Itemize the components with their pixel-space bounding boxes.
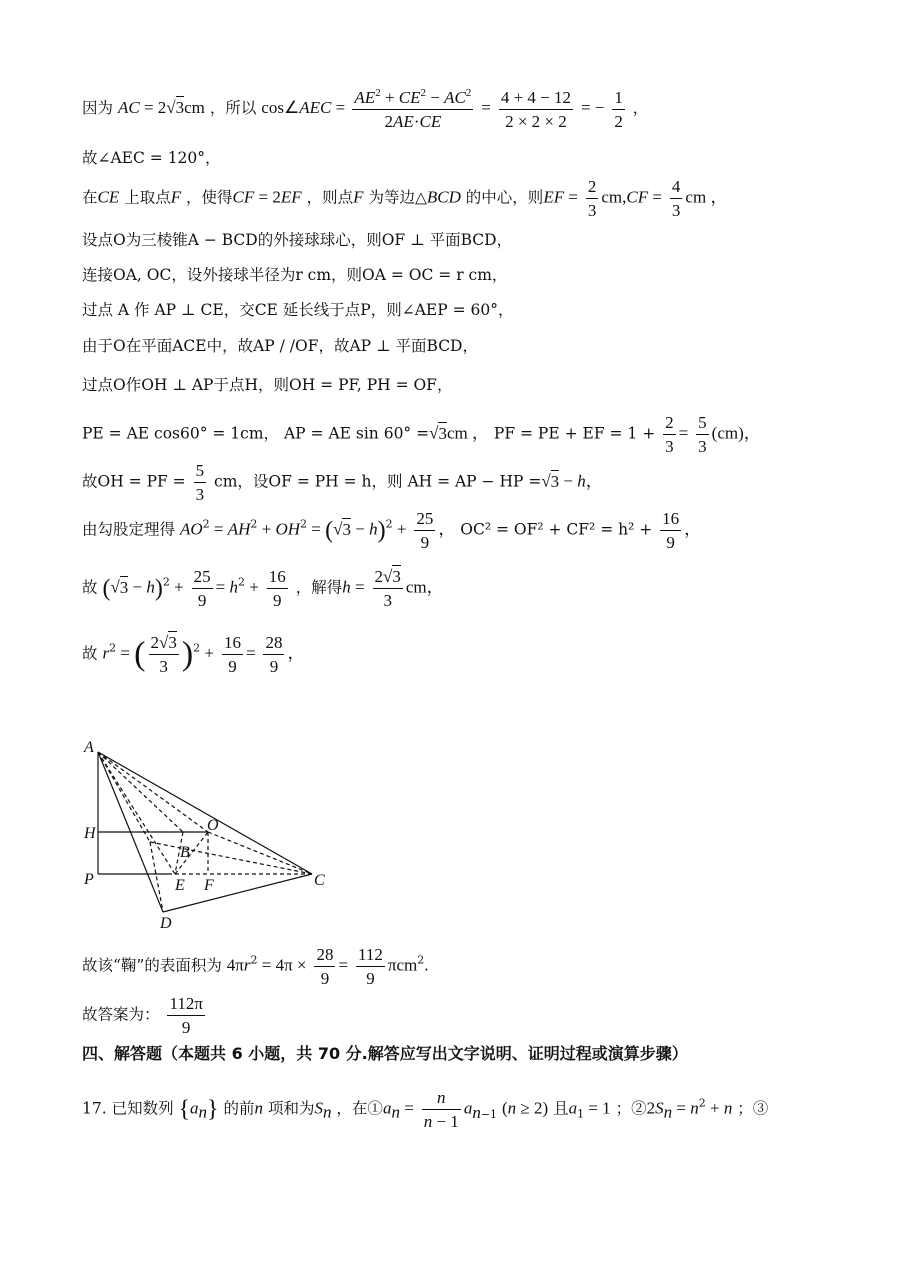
fraction: $\frac{AE^2 + CE^2 - AC^2}{2AE\cdot CE}$ (354, 87, 472, 131)
line-15 (82, 995, 208, 1036)
text: 过点 A 作 AP ⊥ CE，交CE 延长线于点P，则∠AEP = 60°， (82, 301, 514, 319)
question-17: 17. 已知数列 $\{a_n\}$ 的前n 项和为$S_n$ ，在$①a_n$ = $\frac{n}{n - 1}$ $a_{n-1}$ (n ≥ 2) 且$a_1 = 1$ ；$②2S_n = n^2 + n$ ；③ (82, 1088, 769, 1131)
text: 项和为 (267, 1099, 315, 1118)
text: 故 (82, 578, 98, 597)
line-11: 由勾股定理得 $AO^2 = AH^2 + OH^2 = (√3 - h)^2$ + $\frac{25}{9}$ ， OC² = OF² + CF² = h² + $\frac{16}{9}$ ， (82, 509, 702, 552)
fraction: $\frac{4}{3}$ (671, 177, 681, 220)
fraction: $\frac{2}{3}$ (587, 177, 597, 220)
fraction: $\frac{n}{n - 1}$ (423, 1088, 459, 1131)
text: 在 (82, 188, 98, 207)
text: ，则点 (306, 188, 354, 207)
fraction: $\frac{2√3}{3}$ (150, 633, 177, 676)
text: cm，设OF = PH = h，则 (214, 472, 403, 491)
tetrahedron-figure (78, 735, 348, 935)
text: 为等边△ (368, 188, 427, 207)
text: 设点O为三棱锥A − BCD的外接球球心，则OF ⊥ 平面BCD， (82, 231, 513, 249)
fraction: $\frac{1}{2}$ (614, 87, 623, 131)
label-F: F (204, 877, 214, 894)
text: 故OH = PF = (82, 472, 186, 491)
text: 因为 (82, 99, 114, 117)
text: ，在① (336, 1099, 383, 1118)
text: OC² = OF² + CF² = h² + (460, 520, 653, 539)
fraction: $\frac{4 + 4 - 12}{2 \times 2 \times 2}$ (500, 87, 571, 131)
text: ， (632, 99, 649, 117)
line-3: 在CE 上取点F ，使得CF = 2EF ，则点F 为等边△BCD 的中心，则EF = $\frac{2}{3}$ cm,CF = $\frac{4}{3}$ cm ， (82, 177, 728, 220)
text: 故该“鞠”的表面积为 (82, 956, 222, 975)
text: PF = PE + EF = 1 + (493, 424, 656, 443)
label-H: H (84, 825, 96, 842)
line-7 (82, 339, 478, 355)
fraction: $\frac{2√3}{3}$ (374, 567, 401, 610)
label-B: B (180, 844, 190, 861)
text: 连接OA, OC，设外接球半径为r cm，则OA = OC = r cm， (82, 266, 508, 284)
fraction: $\frac{16}{9}$ (223, 633, 241, 676)
text: 过点O作OH ⊥ AP于点H，则OH = PF, PH = OF， (82, 376, 453, 394)
fraction: $\frac{16}{9}$ (662, 509, 680, 552)
line-9: PE = AE cos60° = 1cm， AP = AE sin 60° =√3cm ， PF = PE + EF = 1 + $\frac{2}{3}$ = $\frac{5}{3}$ (cm)， (82, 413, 761, 456)
line-14: 故该“鞠”的表面积为 $4\pi r^2 = 4\pi$ × $\frac{28}{9}$ = $\frac{112}{9}$ πcm$^2$. (82, 945, 429, 988)
fraction: $\frac{5}{3}$ (195, 461, 205, 504)
line-13: 故 $r^2$ = ( $\frac{2√3}{3}$ )$^2$ + $\frac{16}{9}$ = $\frac{28}{9}$ ， (82, 633, 305, 676)
fraction: $\frac{2}{3}$ (665, 413, 674, 456)
line-4 (82, 233, 512, 249)
fraction: $\frac{112}{9}$ (358, 945, 383, 988)
line-6 (82, 303, 513, 319)
text: 的前 (223, 1099, 255, 1118)
fraction: $\frac{112\pi}{9}$ (169, 994, 203, 1037)
label-P: P (84, 871, 94, 888)
text: 由勾股定理得 (82, 520, 176, 539)
text: AP = AE sin 60° = (283, 424, 430, 443)
line-10: 故OH = PF = $\frac{5}{3}$ cm，设OF = PH = h，则 AH = AP − HP =√3 − h， (82, 461, 603, 504)
fraction: $\frac{28}{9}$ (265, 633, 283, 676)
text: ，使得 (186, 188, 233, 207)
line-1: 因为 AC = 2√3cm ，所以 cos∠AEC = $\frac{AE^2 + CE^2 - AC^2}{2AE\cdot CE}$ = $\frac{4 + 4 - 12}{2 \times 2 \times 2}$ = − $\frac{1}{2}$ ， (82, 87, 649, 131)
text: ；② (615, 1099, 647, 1118)
label-A: A (84, 739, 94, 756)
text: 故∠AEC = 120°， (82, 149, 221, 167)
text: PE = AE cos60° = 1cm， (82, 424, 280, 443)
text: 故答案为： (82, 1005, 160, 1024)
text: 的中心，则 (465, 188, 544, 207)
line-8 (82, 378, 452, 394)
line-12: 故 $(√3 - h)^2$ + $\frac{25}{9}$ = $h^2$ + $\frac{16}{9}$ ，解得h = $\frac{2√3}{3}$ cm， (82, 567, 444, 610)
label-C: C (314, 872, 325, 889)
line-5 (82, 268, 507, 284)
section-heading (82, 1046, 688, 1062)
fraction: $\frac{16}{9}$ (268, 567, 286, 610)
label-O: O (207, 817, 219, 834)
label-D: D (160, 915, 172, 932)
label-E: E (175, 877, 185, 894)
text: 由于O在平面ACE中，故AP / /OF，故AP ⊥ 平面BCD， (82, 337, 478, 355)
text: 上取点 (124, 188, 171, 207)
line-2 (82, 151, 221, 167)
text: ，所以 (209, 99, 257, 117)
text: 17. 已知数列 (82, 1099, 174, 1118)
text: ；③ (737, 1099, 769, 1118)
fraction: $\frac{28}{9}$ (316, 945, 334, 988)
text: 故 (82, 644, 98, 663)
fraction: $\frac{25}{9}$ (416, 509, 434, 552)
text: AH = AP − HP = (407, 472, 542, 491)
fraction: $\frac{5}{3}$ (698, 413, 707, 456)
fraction: $\frac{25}{9}$ (193, 567, 211, 610)
text: 且 (553, 1099, 569, 1118)
heading-text: 四、解答题（本题共 6 小题，共 70 分.解答应写出文字说明、证明过程或演算步骤） (82, 1044, 688, 1063)
text: ，解得 (295, 578, 343, 597)
